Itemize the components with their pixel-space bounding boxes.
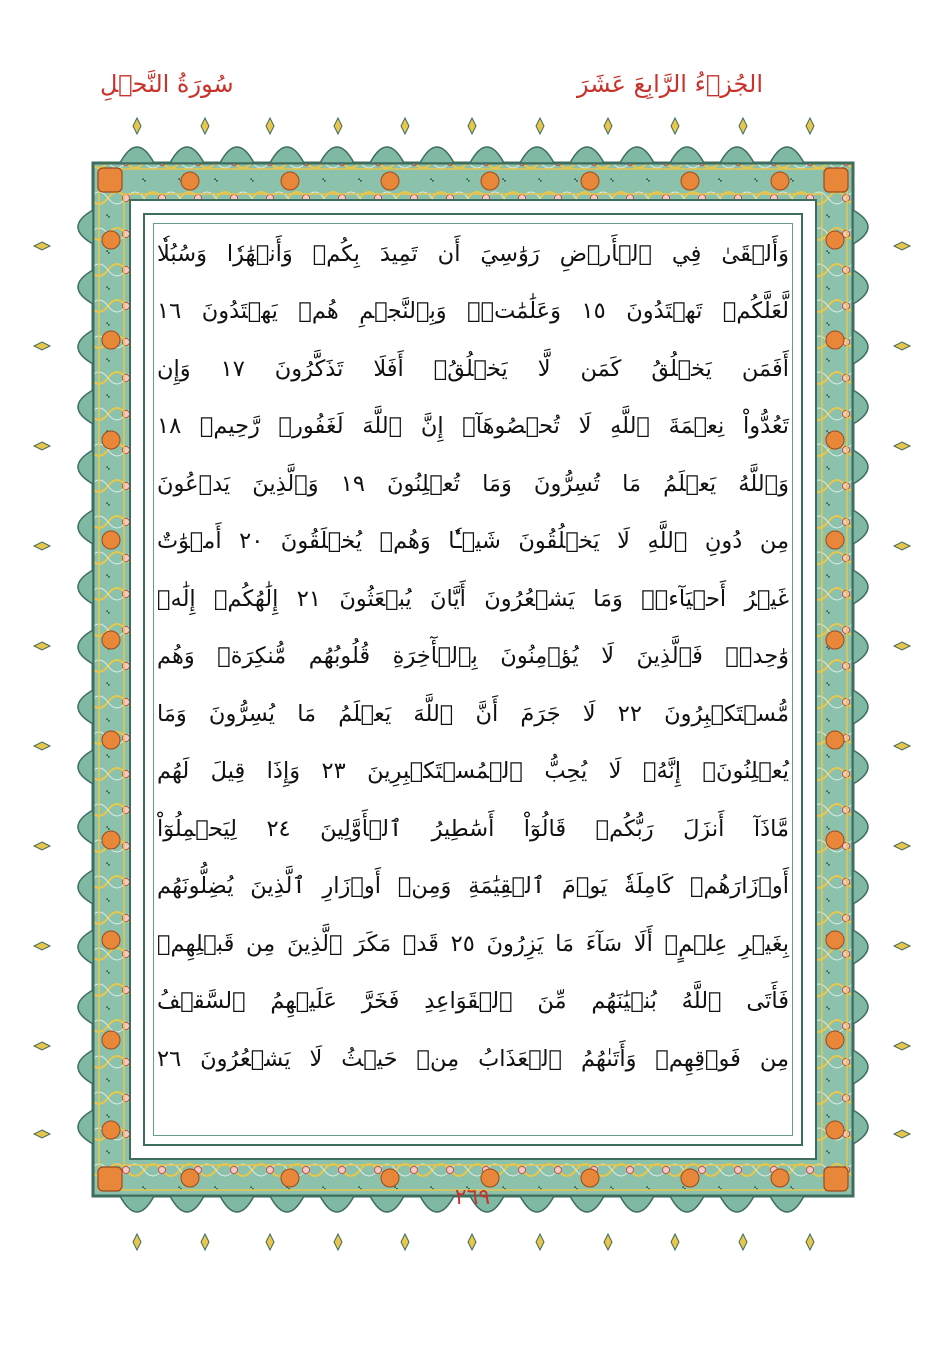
verse-line: بِغَيۡرِ عِلۡمٍۗ أَلَا سَآءَ مَا يَزِرُونَ ٢٥ قَدۡ مَكَرَ ٱلَّذِينَ مِن قَبۡلِهِمۡ — [157, 930, 789, 957]
verse-lines — [153, 225, 793, 1088]
verse-line: مَّاذَآ أَنزَلَ رَبُّكُمۡ قَالُوٓاْ أَسَٰطِيرُ ٱلۡأَوَّلِينَ ٢٤ لِيَحۡمِلُوٓاْ — [157, 815, 789, 842]
verse-line: يُعۡلِنُونَۚ إِنَّهُۥ لَا يُحِبُّ ٱلۡمُسۡتَكۡبِرِينَ ٢٣ وَإِذَا قِيلَ لَهُم — [157, 758, 789, 785]
verse-line: وَأَلۡقَىٰ فِي ٱلۡأَرۡضِ رَوَٰسِيَ أَن تَمِيدَ بِكُمۡ وَأَنۡهَٰرٗا وَسُبُلٗا — [157, 240, 789, 267]
verse-line: تَعُدُّواْ نِعۡمَةَ ٱللَّهِ لَا تُحۡصُوهَآۗ إِنَّ ٱللَّهَ لَغَفُورٞ رَّحِيمٞ ١٨ — [157, 413, 789, 440]
juz-name: الجُزۡءُ الرَّابِعَ عَشَرَ — [577, 70, 763, 98]
verse-line: أَوۡزَارَهُمۡ كَامِلَةٗ يَوۡمَ ٱلۡقِيَٰمَةِ وَمِنۡ أَوۡزَارِ ٱلَّذِينَ يُضِلُّونَهُم — [157, 873, 789, 900]
verse-line: مُّسۡتَكۡبِرُونَ ٢٢ لَا جَرَمَ أَنَّ ٱللَّهَ يَعۡلَمُ مَا يُسِرُّونَ وَمَا — [157, 700, 790, 727]
verse-line: وَٰحِدٞۚ فَٱلَّذِينَ لَا يُؤۡمِنُونَ بِٱلۡأٓخِرَةِ قُلُوبُهُم مُّنكِرَةٞ وَهُم — [157, 643, 789, 670]
page-number: ٢٦٩ — [454, 1185, 491, 1210]
verse-line: غَيۡرُ أَحۡيَآءٖۖ وَمَا يَشۡعُرُونَ أَيَّانَ يُبۡعَثُونَ ٢١ إِلَٰهُكُمۡ إِلَٰهٞ — [157, 585, 789, 612]
surah-name: سُورَةُ النَّحۡلِ — [100, 70, 234, 98]
verse-line: فَأَتَى ٱللَّهُ بُنۡيَٰنَهُم مِّنَ ٱلۡقَوَاعِدِ فَخَرَّ عَلَيۡهِمُ ٱلسَّقۡفُ — [157, 988, 789, 1015]
verse-line: وَٱللَّهُ يَعۡلَمُ مَا تُسِرُّونَ وَمَا تُعۡلِنُونَ ١٩ وَٱلَّذِينَ يَدۡعُونَ — [157, 470, 789, 497]
verse-line: مِن دُونِ ٱللَّهِ لَا يَخۡلُقُونَ شَيۡـٔٗا وَهُمۡ يُخۡلَقُونَ ٢٠ أَمۡوَٰتٌ — [157, 528, 789, 555]
verse-line: مِن فَوۡقِهِمۡ وَأَتَىٰهُمُ ٱلۡعَذَابُ مِنۡ حَيۡثُ لَا يَشۡعُرُونَ ٢٦ — [157, 1045, 789, 1072]
verse-line: لَّعَلَّكُمۡ تَهۡتَدُونَ ١٥ وَعَلَٰمَٰتٖۚ وَبِٱلنَّجۡمِ هُمۡ يَهۡتَدُونَ ١٦ — [157, 298, 789, 325]
verse-line: أَفَمَن يَخۡلُقُ كَمَن لَّا يَخۡلُقُۚ أَفَلَا تَذَكَّرُونَ ١٧ وَإِن — [157, 355, 789, 382]
